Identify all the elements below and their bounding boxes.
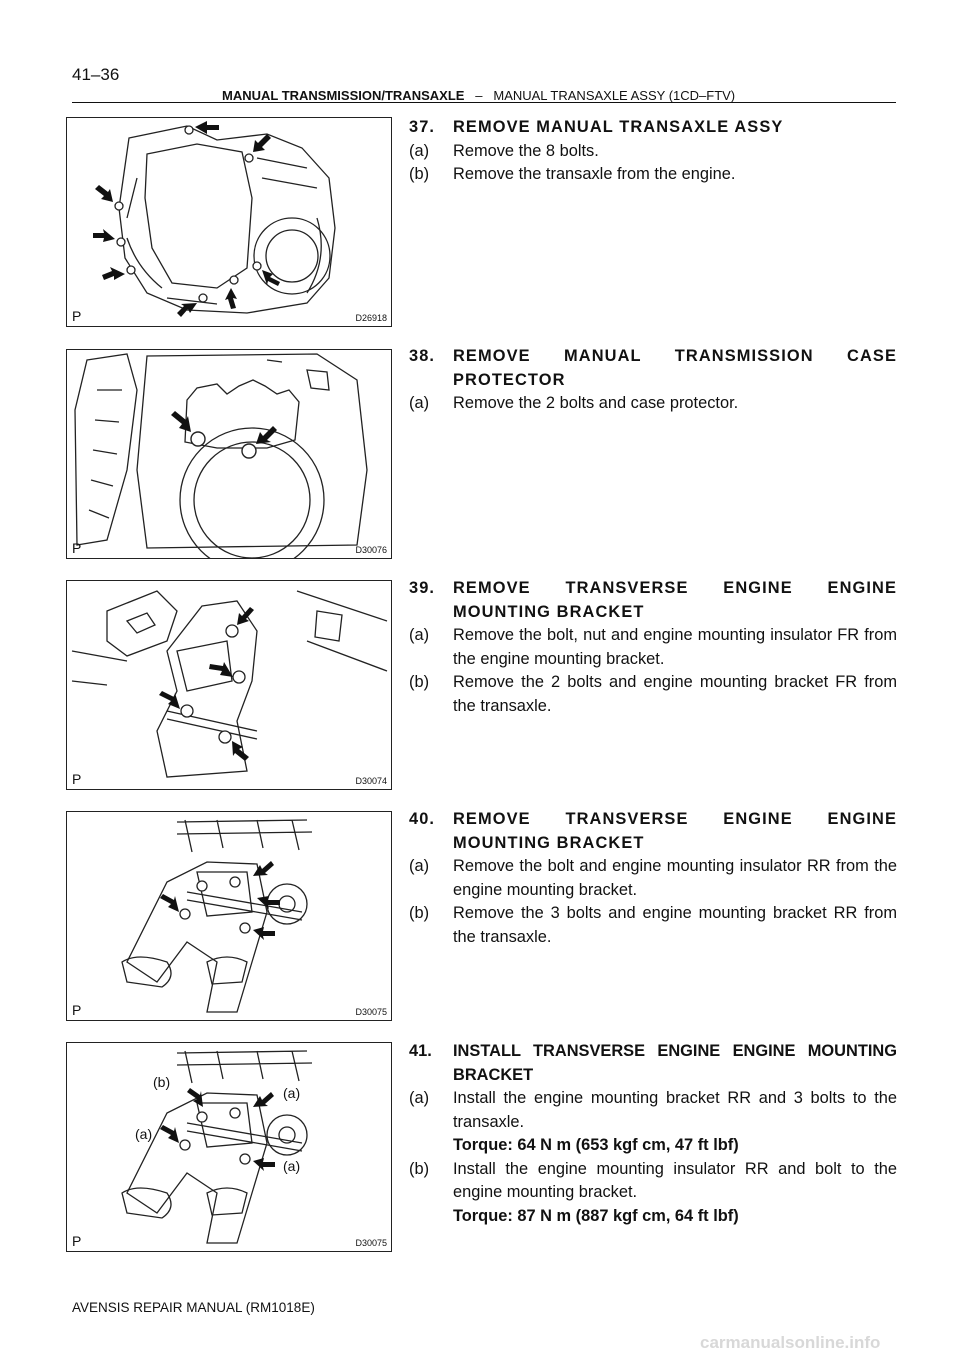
figure-mounting-bracket-fr xyxy=(66,580,392,790)
figure-case-protector xyxy=(66,349,392,559)
figure-transaxle-housing xyxy=(66,117,392,327)
transaxle-housing-illustration xyxy=(67,118,391,326)
substep-label: (b) xyxy=(409,1159,430,1178)
step-substep: (b) Remove the 2 bolts and engine mounting bracket FR from the transaxle. xyxy=(409,673,897,715)
page-header xyxy=(222,88,735,103)
step-number: 41. xyxy=(409,1042,432,1060)
callout-b: (b) xyxy=(153,1074,171,1090)
step-substep: (a) Remove the bolt, nut and engine mounting insulator FR from the engine mounting bracket. xyxy=(409,626,897,668)
torque-spec: Torque: 87 N m (887 kgf cm, 64 ft lbf) xyxy=(453,1206,739,1225)
figure-mounting-bracket-rr-install xyxy=(66,1042,392,1252)
step-39 xyxy=(409,577,897,718)
substep-label: (a) xyxy=(409,1089,430,1107)
watermark: carmanualsonline.info xyxy=(700,1333,881,1352)
mounting-bracket-rr-illustration xyxy=(67,812,391,1020)
figure-p-mark: P xyxy=(72,308,82,324)
substep-label: (b) xyxy=(409,673,430,691)
callout-a-left: (a) xyxy=(135,1126,153,1142)
step-substep: (b) Install the engine mounting insulator RR and bolt to the engine mounting bracket. Torque: 87 N m (887 kgf cm, 64 ft lbf) xyxy=(409,1158,897,1229)
step-title: 39. REMOVE TRANSVERSE ENGINE ENGINE MOUNTING BRACKET xyxy=(409,579,897,621)
step-38 xyxy=(409,345,897,416)
substep-label: (a) xyxy=(409,857,430,875)
torque-spec: Torque: 64 N m (653 kgf cm, 47 ft lbf) xyxy=(453,1136,739,1154)
figure-code: D26918 xyxy=(355,313,387,323)
figure-p-mark: P xyxy=(72,771,82,787)
step-title: 41. INSTALL TRANSVERSE ENGINE ENGINE MOUNTING BRACKET xyxy=(409,1042,897,1084)
callout-a-lower: (a) xyxy=(283,1158,301,1174)
step-substep: (b) Remove the transaxle from the engine. xyxy=(409,163,897,187)
step-37 xyxy=(409,116,897,187)
figure-mounting-bracket-rr xyxy=(66,811,392,1021)
step-number: 38. xyxy=(409,347,436,365)
step-number: 39. xyxy=(409,579,436,597)
figure-p-mark: P xyxy=(72,1002,82,1018)
figure-p-mark: P xyxy=(72,1233,82,1249)
substep-label: (a) xyxy=(409,626,430,644)
step-number: 37. xyxy=(409,118,436,136)
step-title: 37. REMOVE MANUAL TRANSAXLE ASSY xyxy=(409,116,897,140)
step-41 xyxy=(409,1040,897,1228)
mounting-bracket-fr-illustration xyxy=(67,581,391,789)
substep-label: (b) xyxy=(409,165,430,183)
step-substep: (b) Remove the 3 bolts and engine mounting bracket RR from the transaxle. xyxy=(409,904,897,946)
header-subsection: MANUAL TRANSAXLE ASSY (1CD–FTV) xyxy=(493,88,736,103)
figure-code: D30074 xyxy=(355,776,387,786)
mounting-bracket-rr-install-illustration xyxy=(67,1043,391,1251)
header-section: MANUAL TRANSMISSION/TRANSAXLE xyxy=(222,88,465,103)
step-substep: (a) Install the engine mounting bracket RR and 3 bolts to the transaxle. Torque: 64 N m (653 kgf cm, 47 ft lbf) xyxy=(409,1087,897,1158)
step-substep: (a) Remove the bolt and engine mounting insulator RR from the engine mounting bracket. xyxy=(409,857,897,899)
callout-a-upper: (a) xyxy=(283,1085,301,1101)
step-title: 40. REMOVE TRANSVERSE ENGINE ENGINE MOUNTING BRACKET xyxy=(409,810,897,852)
header-separator: – xyxy=(475,88,483,103)
step-40 xyxy=(409,808,897,949)
substep-label: (b) xyxy=(409,904,430,922)
page-footer: AVENSIS REPAIR MANUAL (RM1018E) xyxy=(72,1300,315,1315)
figure-code: D30076 xyxy=(355,545,387,555)
page-number: 41–36 xyxy=(72,65,120,84)
case-protector-illustration xyxy=(67,350,391,558)
figure-code: D30075 xyxy=(355,1007,387,1017)
step-title: 38. REMOVE MANUAL TRANSMISSION CASE PROTECTOR xyxy=(409,347,897,389)
header-rule xyxy=(72,102,896,103)
figure-p-mark: P xyxy=(72,540,82,556)
substep-label: (a) xyxy=(409,394,430,412)
step-substep: (a) Remove the 8 bolts. xyxy=(409,140,897,164)
substep-label: (a) xyxy=(409,141,430,160)
step-substep: (a) Remove the 2 bolts and case protector. xyxy=(409,392,897,416)
step-number: 40. xyxy=(409,810,436,828)
figure-code: D30075 xyxy=(355,1238,387,1248)
